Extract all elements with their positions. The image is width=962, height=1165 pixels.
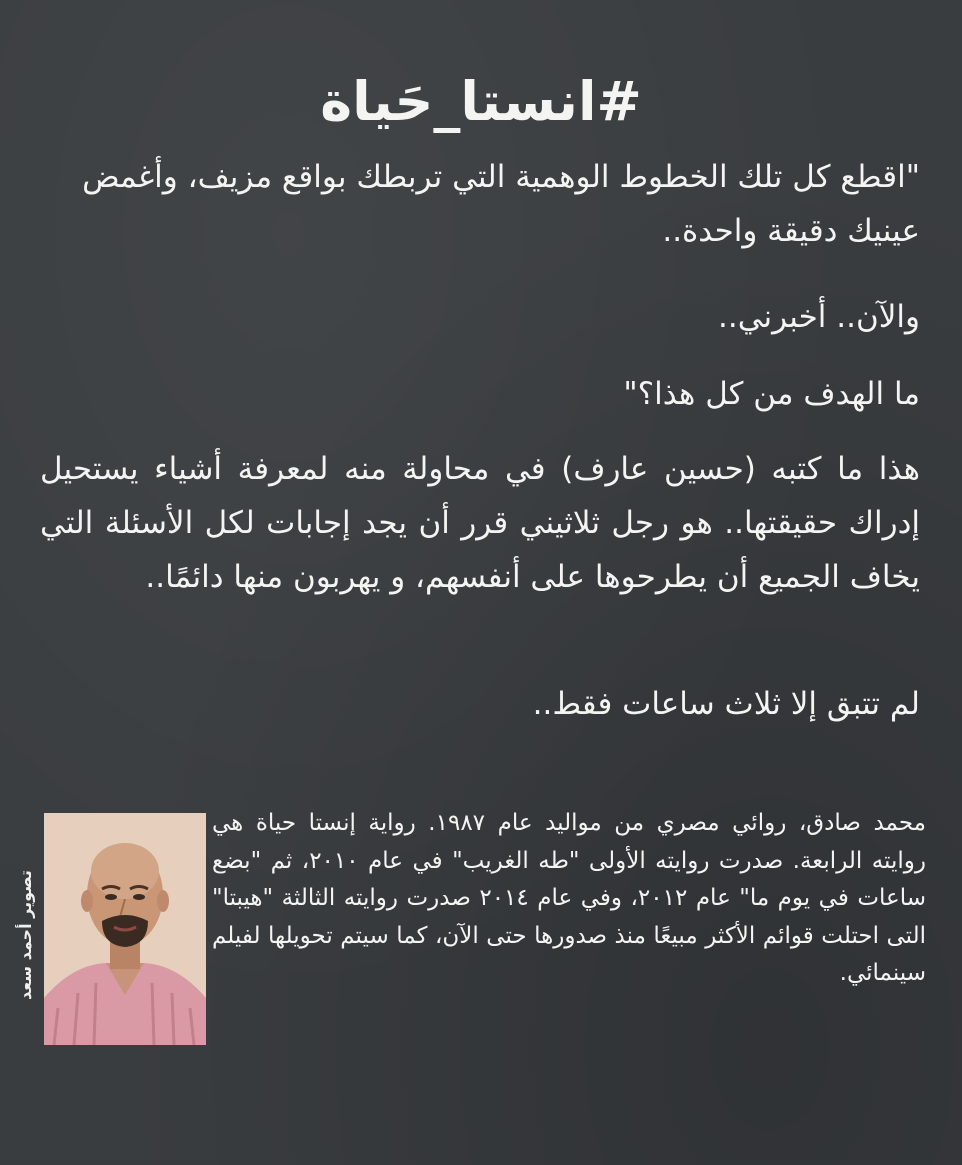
- blurb-description: هذا ما كتبه (حسين عارف) في محاولة منه لمعرفة أشياء يستحيل إدراك حقيقتها.. هو رجل ثلاثيني قرر أن يجد إجابات لكل الأسئلة التي يخاف الجميع أن يطرحوها على أنفسهم، و يهربون منها دائمًا..: [40, 451, 920, 595]
- blurb-quote: "اقطع كل تلك الخطوط الوهمية التي تربطك بواقع مزيف، وأغمض عينيك دقيقة واحدة..: [82, 159, 920, 249]
- author-bio: محمد صادق، روائي مصري من مواليد عام ١٩٨٧. رواية إنستا حياة هي روايته الرابعة. صدرت روايته الأولى "طه الغريب" في عام ٢٠١٠، ثم "بضع ساعات في يوم ما" عام ٢٠١٢، وفي عام ٢٠١٤ صدرت روايته الثالثة "هيبتا" التى احتلت قوائم الأكثر مبيعًا منذ صدورها حتى الآن، كما سيتم تحويلها لفيلم سينمائي.: [212, 810, 926, 986]
- photo-credit: تصوير أحمد سعد: [16, 870, 35, 1000]
- blurb-question: ما الهدف من كل هذا؟": [623, 376, 920, 412]
- author-photo: [44, 813, 206, 1045]
- blurb-closing: لم تتبق إلا ثلاث ساعات فقط..: [532, 686, 920, 722]
- author-portrait-icon: [44, 813, 206, 1045]
- book-title: #انستا_حَياة: [320, 70, 642, 133]
- blurb-now: والآن.. أخبرني..: [718, 299, 920, 335]
